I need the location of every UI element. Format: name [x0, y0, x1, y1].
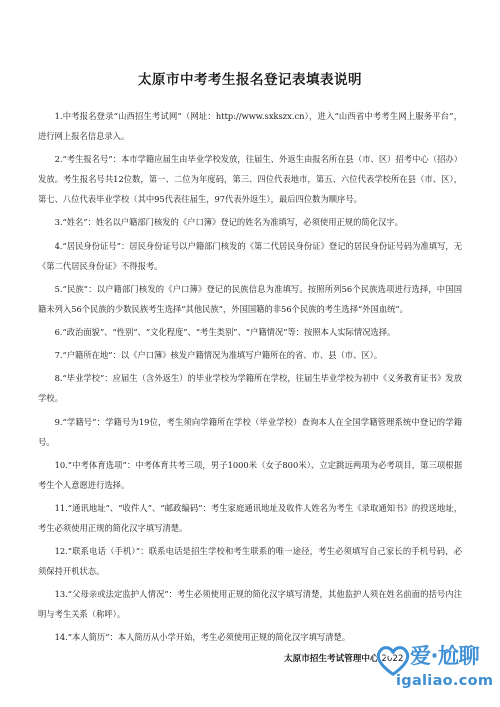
paragraph-14: 14.“本人简历”：本人简历从小学开始，考生必须使用正规的简化汉字填写清楚。 [54, 632, 351, 643]
paragraph-10: 10.“中考体育选项”：中考体育共考三项，男子1000米（女子800米）、立定跳远两项为必考项目，第三项根据考生个人意愿进行选择。 [38, 459, 462, 490]
watermark-site: igaliao.com [396, 673, 494, 689]
paragraph-7: 7.“户籍所在地”：以《户口簿》核发户籍情况为准填写户籍所在的省、市、县（市、区）。 [54, 350, 383, 361]
paragraph-6: 6.“政治面貌”、“性别”、“文化程度”、“考生类别”、“户籍情况”等：按照本人实际情况选择。 [54, 326, 396, 337]
paragraph-3: 3.“姓名”：姓名以户籍部门核发的《户口簿》登记的姓名为准填写，必须使用正规的简化汉字。 [54, 217, 403, 228]
paragraph-8: 8.“毕业学校”：应届生（含外返生）的毕业学校为学籍所在学校，往届生毕业学校为初中《义务教育证书》发放学校。 [38, 373, 462, 404]
paragraph-9: 9.“学籍号”：学籍号为19位，考生须向学籍所在学校（毕业学校）查询本人在全国学籍管理系统中登记的学籍号。 [38, 416, 462, 447]
watermark [374, 640, 500, 696]
signature-date: 2022 [381, 654, 404, 664]
paragraph-11: 11.“通讯地址”、“收件人”、“邮政编码”：考生家庭通讯地址及收件人姓名为考生《录取通知书》的投送地址，考生必须使用正规的简化汉字填写清楚。 [38, 502, 462, 533]
paragraph-4: 4.“居民身份证号”：居民身份证号以户籍部门核发的《第二代居民身份证》登记的居民身份证号码为准填写，无《第二代居民身份证》不得报考。 [38, 240, 462, 271]
paragraph-5: 5.“民族”：以户籍部门核发的《户口簿》登记的民族信息为准填写。按照所列56个民族选项进行选择，中国国籍未列入56个民族的少数民族考生选择“其他民族”，外国国籍的非56个民族的考生选择“外国血统”。 [38, 283, 462, 314]
paragraph-1: 1.中考报名登录“山西招生考试网”（网址：http://www.sxkszx.cn），进入“山西省中考考生网上服务平台”，进行网上报名信息录入。 [38, 111, 462, 141]
watermark-brand: 爱·尬聊 [410, 644, 479, 668]
paragraph-12: 12.“联系电话（手机）”：联系电话是招生学校和考生联系的唯一途径，考生必须填写自己家长的手机号码，必须保持开机状态。 [38, 546, 462, 577]
paragraph-13: 13.“父母亲或法定监护人情况”：考生必须使用正规的简化汉字填写清楚，其他监护人须在姓名前面的括号内注明与考生关系（称呼）。 [38, 589, 462, 620]
signature-org: 太原市招生考试管理中心 [284, 654, 379, 664]
paragraph-2: 2.“考生报名号”：本市学籍应届生由毕业学校发放，往届生、外返生由报名所在县（市、区）招考中心（招办）发放。考生报名号共12位数，第一、二位为年度码，第三、四位代表地市，第五、六位代表学校所在县（市、区），第七、八位代表毕业学校（其中95代表往届生，97代表外返生），最后四位数为顺序号。 [38, 154, 462, 205]
document-title: 太原市中考考生报名登记表填表说明 [138, 72, 362, 88]
